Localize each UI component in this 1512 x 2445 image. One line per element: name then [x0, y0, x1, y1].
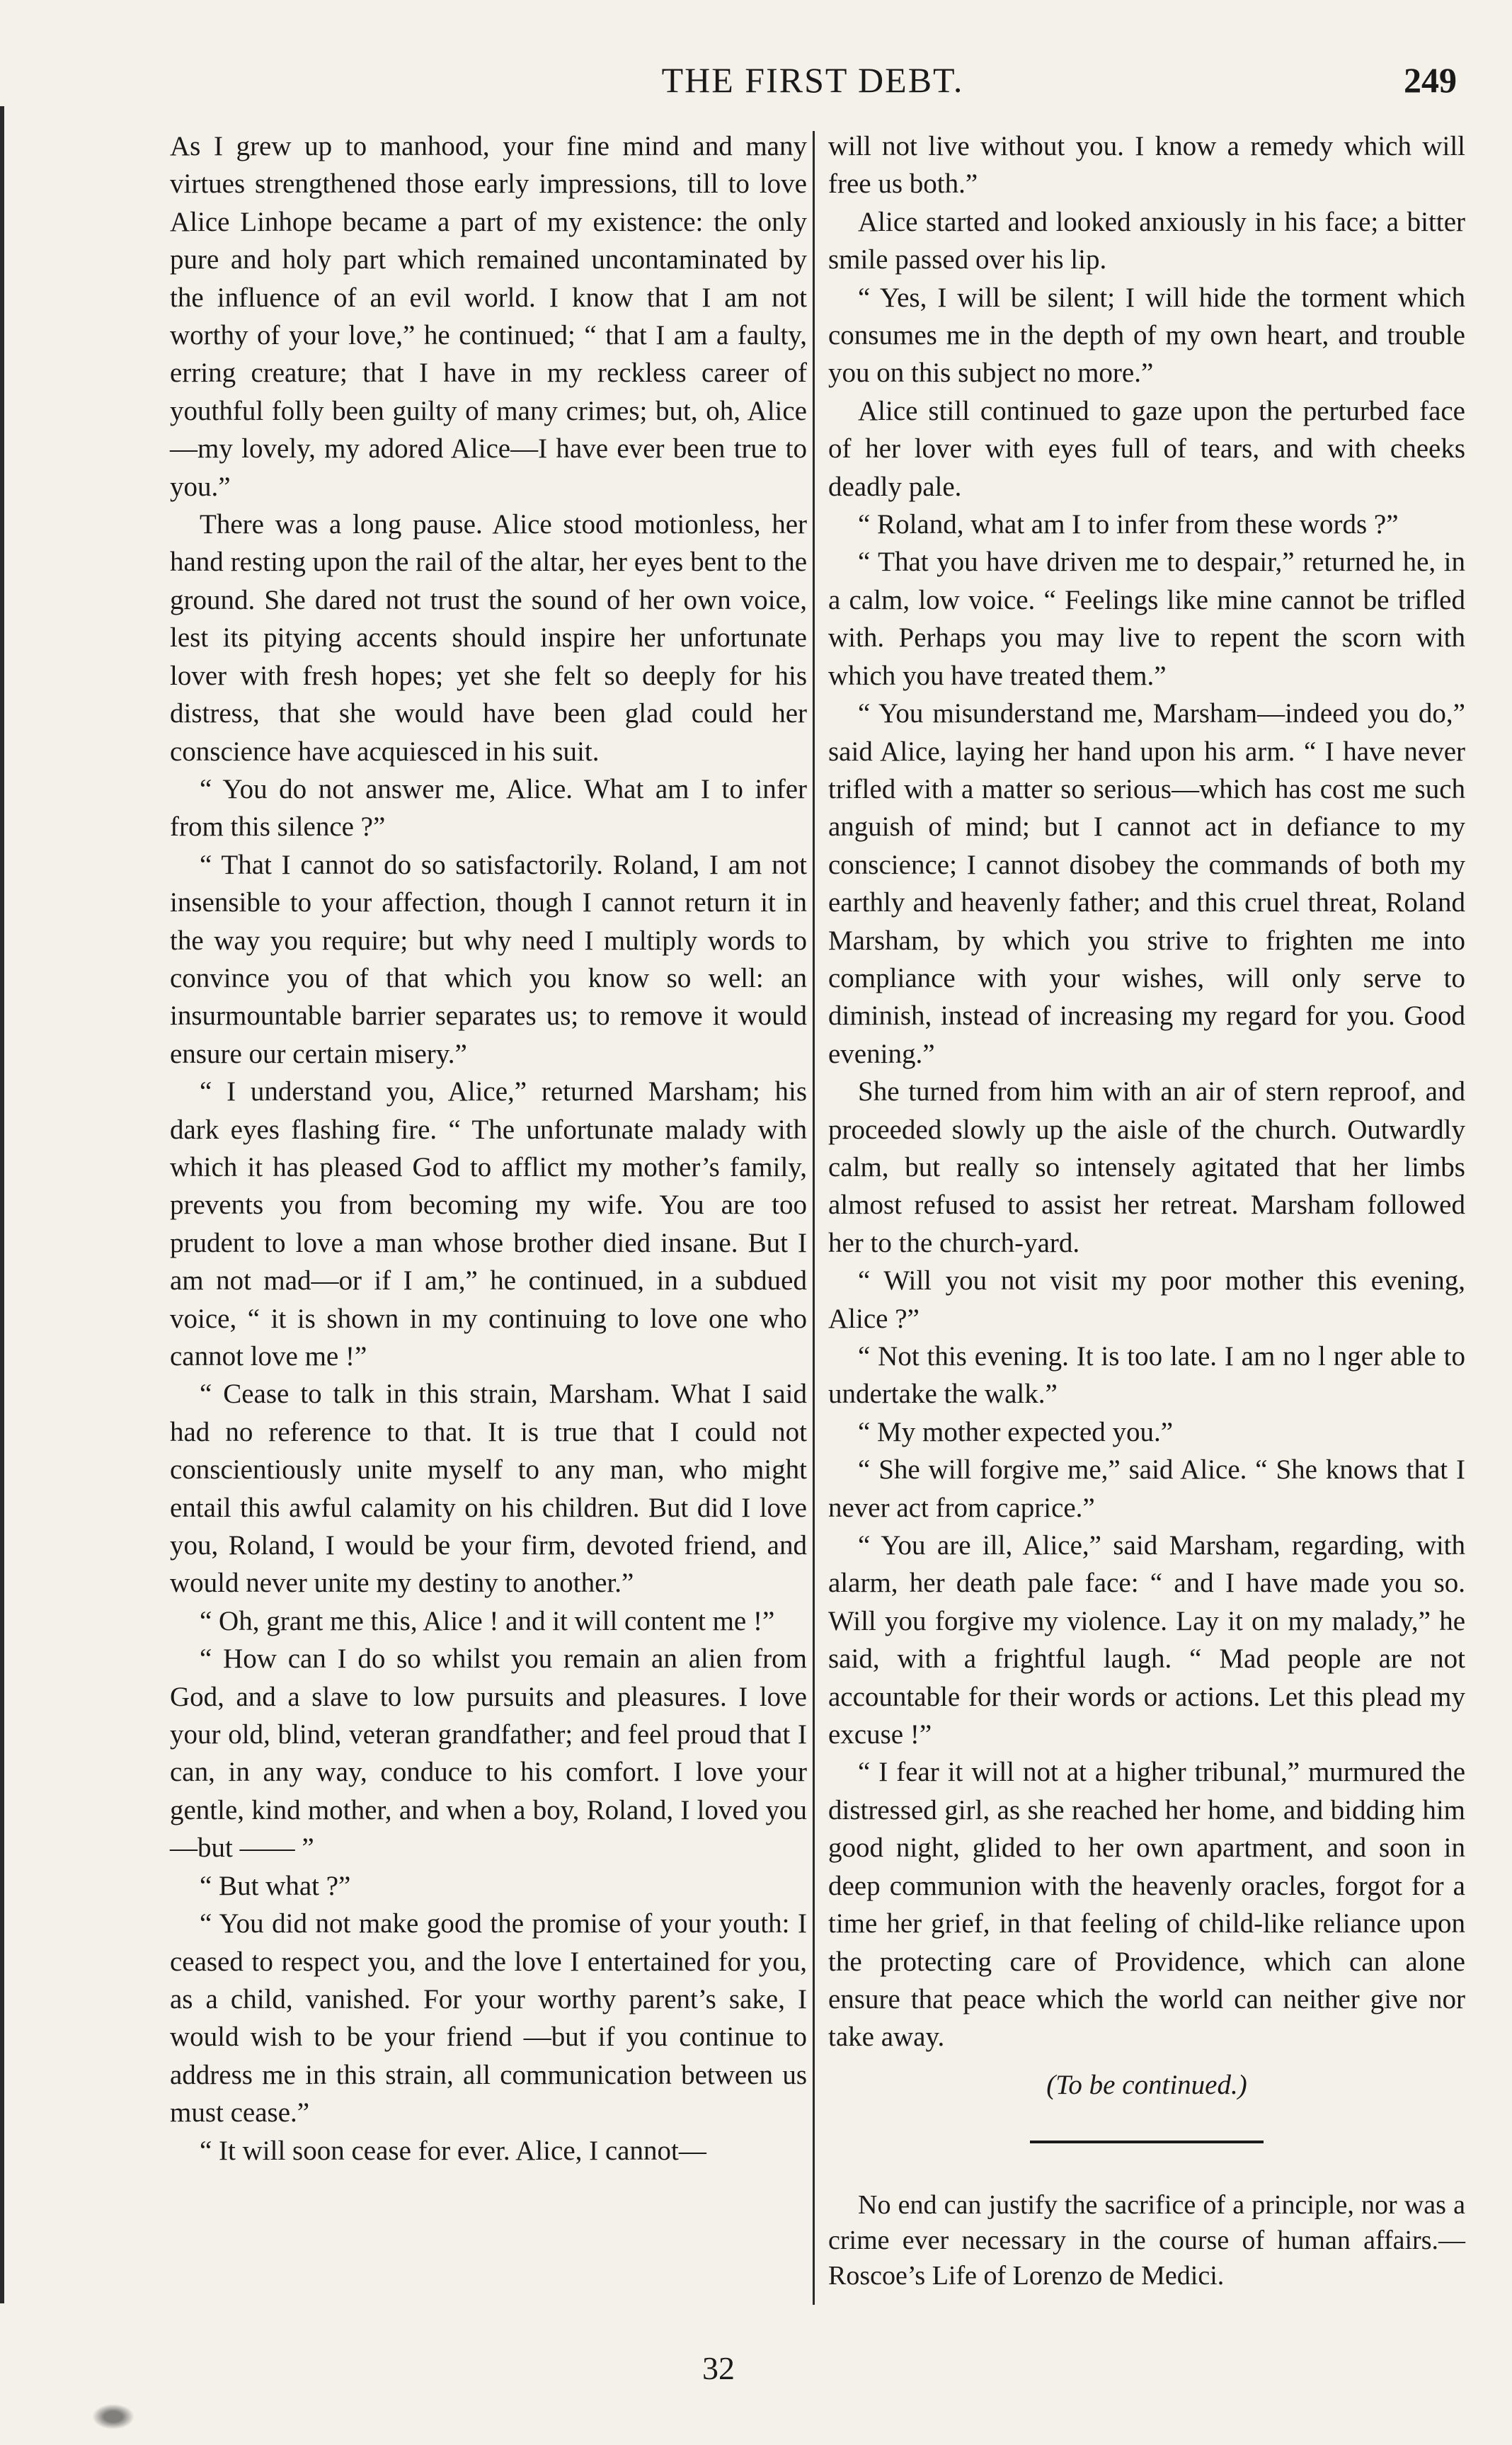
- paragraph: She turned from him with an air of stern reproof, and proceeded slowly up the aisle of the church. Outwardly calm, but really so intensely agitated that her limbs almost refused to assist her retreat. Marsham followed her to the church-yard.: [828, 1076, 1465, 1258]
- paragraph: “ You are ill, Alice,” said Marsham, regarding, with alarm, her death pale face: “ and I have made you so. Will you forgive my violence. Lay it on my malady,” he said, with a frightful laugh. “ Mad people are not accountable for their words or actions. Let this plead my excuse !”: [828, 1530, 1465, 1750]
- paragraph: “ Will you not visit my poor mother this evening, Alice ?”: [828, 1265, 1465, 1334]
- section-rule: [1030, 2141, 1264, 2143]
- paragraph: “ Yes, I will be silent; I will hide the torment which consumes me in the depth of my own heart, and trouble you on this subject no more.”: [828, 282, 1465, 389]
- page-number: 249: [1404, 60, 1457, 100]
- signature-number: 32: [702, 2350, 735, 2386]
- paragraph: “ That you have driven me to despair,” returned he, in a calm, low voice. “ Feelings like mine cannot be trifled with. Perhaps you may live to repent the scorn with which you have treated them.”: [828, 547, 1465, 691]
- paragraph: “ She will forgive me,” said Alice. “ She knows that I never act from caprice.”: [828, 1454, 1465, 1523]
- paragraph: “ It will soon cease for ever. Alice, I cannot—: [200, 2135, 706, 2166]
- paragraph: “ Cease to talk in this strain, Marsham. What I said had no reference to that. It is true that I could not conscientiously unite myself to any man, who might entail this awful calamity on his children. But did I love you, Roland, I would be your firm, devoted friend, and would never unite my destiny to another.”: [170, 1379, 807, 1599]
- paragraph: “ But what ?”: [200, 1870, 351, 1901]
- to-be-continued: (To be continued.): [1046, 2069, 1247, 2100]
- paragraph: “ How can I do so whilst you remain an alien from God, and a slave to low pursuits and pleasures. I love your old, blind, veteran grandfather; and feel proud that I can, in any way, conduce to his comfort. I love your gentle, kind mother, and when a boy, Roland, I loved you—but —— ”: [170, 1643, 807, 1864]
- paragraph: will not live without you. I know a remedy which will free us both.”: [828, 131, 1465, 200]
- page-header: [163, 55, 1462, 105]
- paragraph: Alice started and looked anxiously in his face; a bitter smile passed over his lip.: [828, 206, 1465, 275]
- column-divider: [813, 131, 815, 2305]
- paragraph: “ I understand you, Alice,” returned Marsham; his dark eyes flashing fire. “ The unfortunate malady with which it has pleased God to afflict my mother’s family, prevents you from becoming my wife. You are too prudent to love a man whose brother died insane. But I am not mad—or if I am,” he continued, in a subdued voice, “ it is shown in my continuing to love one who cannot love me !”: [170, 1076, 807, 1372]
- paragraph: There was a long pause. Alice stood motionless, her hand resting upon the rail of the altar, her eyes bent to the ground. She dared not trust the sound of her own voice, lest its pitying accents should inspire her unfortunate lover with fresh hopes; yet she felt so deeply for his distress, that she would have been glad could her conscience have acquiesced in his suit.: [170, 509, 807, 767]
- paragraph: As I grew up to manhood, your fine mind and many virtues strengthened those early impressions, till to love Alice Linhope became a part of my existence: the only pure and holy part which remained uncontaminated by the influence of an evil world. I know that I am not worthy of your love,” he continued; “ that I am a faulty, erring creature; that I have in my reckless career of youthful folly been guilty of many crimes; but, oh, Alice—my lovely, my adored Alice—I have ever been true to you.”: [170, 131, 807, 502]
- paragraph: Alice still continued to gaze upon the perturbed face of her lover with eyes full of tears, and with cheeks deadly pale.: [828, 395, 1465, 502]
- paragraph: “ Roland, what am I to infer from these words ?”: [858, 509, 1399, 540]
- ink-speck: [92, 2404, 134, 2429]
- running-title: THE FIRST DEBT.: [661, 60, 964, 100]
- right-column: [828, 127, 1465, 2293]
- footnote-quote: No end can justify the sacrifice of a principle, nor was a crime ever necessary in the course of human affairs.—Roscoe’s Life of Lorenzo de Medici.: [828, 2190, 1465, 2291]
- paragraph: “ Not this evening. It is too late. I am no l nger able to undertake the walk.”: [828, 1341, 1465, 1410]
- paragraph: “ You misunderstand me, Marsham—indeed you do,” said Alice, laying her hand upon his arm. “ I have never trifled with a matter so serious—which has cost me such anguish of mind; but I cannot act in defiance to my conscience; I cannot disobey the commands of both my earthly and heavenly father; and this cruel threat, Roland Marsham, by which you strive to frighten me into compliance with your wishes, will only serve to diminish, instead of increasing my regard for you. Good evening.”: [828, 698, 1465, 1069]
- paragraph: “ You did not make good the promise of your youth: I ceased to respect you, and the love I entertained for you, as a child, vanished. For your worthy parent’s sake, I would wish to be your friend —but if you continue to address me in this strain, all communication between us must cease.”: [170, 1908, 807, 2128]
- paragraph: “ You do not answer me, Alice. What am I to infer from this silence ?”: [170, 773, 807, 843]
- paragraph: “ I fear it will not at a higher tribunal,” murmured the distressed girl, as she reached her home, and bidding him good night, glided to her own apartment, and soon in deep communion with the heavenly oracles, forgot for a time her grief, in that feeling of child-like reliance upon the protecting care of Providence, which can alone ensure that peace which the world can neither give nor take away.: [828, 1757, 1465, 2053]
- paragraph: “ That I cannot do so satisfactorily. Roland, I am not insensible to your affection, though I cannot return it in the way you require; but why need I multiply words to convince you of that which you know so well: an insurmountable barrier separates us; to remove it would ensure our certain misery.”: [170, 849, 807, 1069]
- page-binding-edge: [0, 106, 4, 2303]
- paragraph: “ My mother expected you.”: [858, 1416, 1174, 1447]
- paragraph: “ Oh, grant me this, Alice ! and it will content me !”: [200, 1605, 775, 1636]
- left-column: [170, 127, 807, 2170]
